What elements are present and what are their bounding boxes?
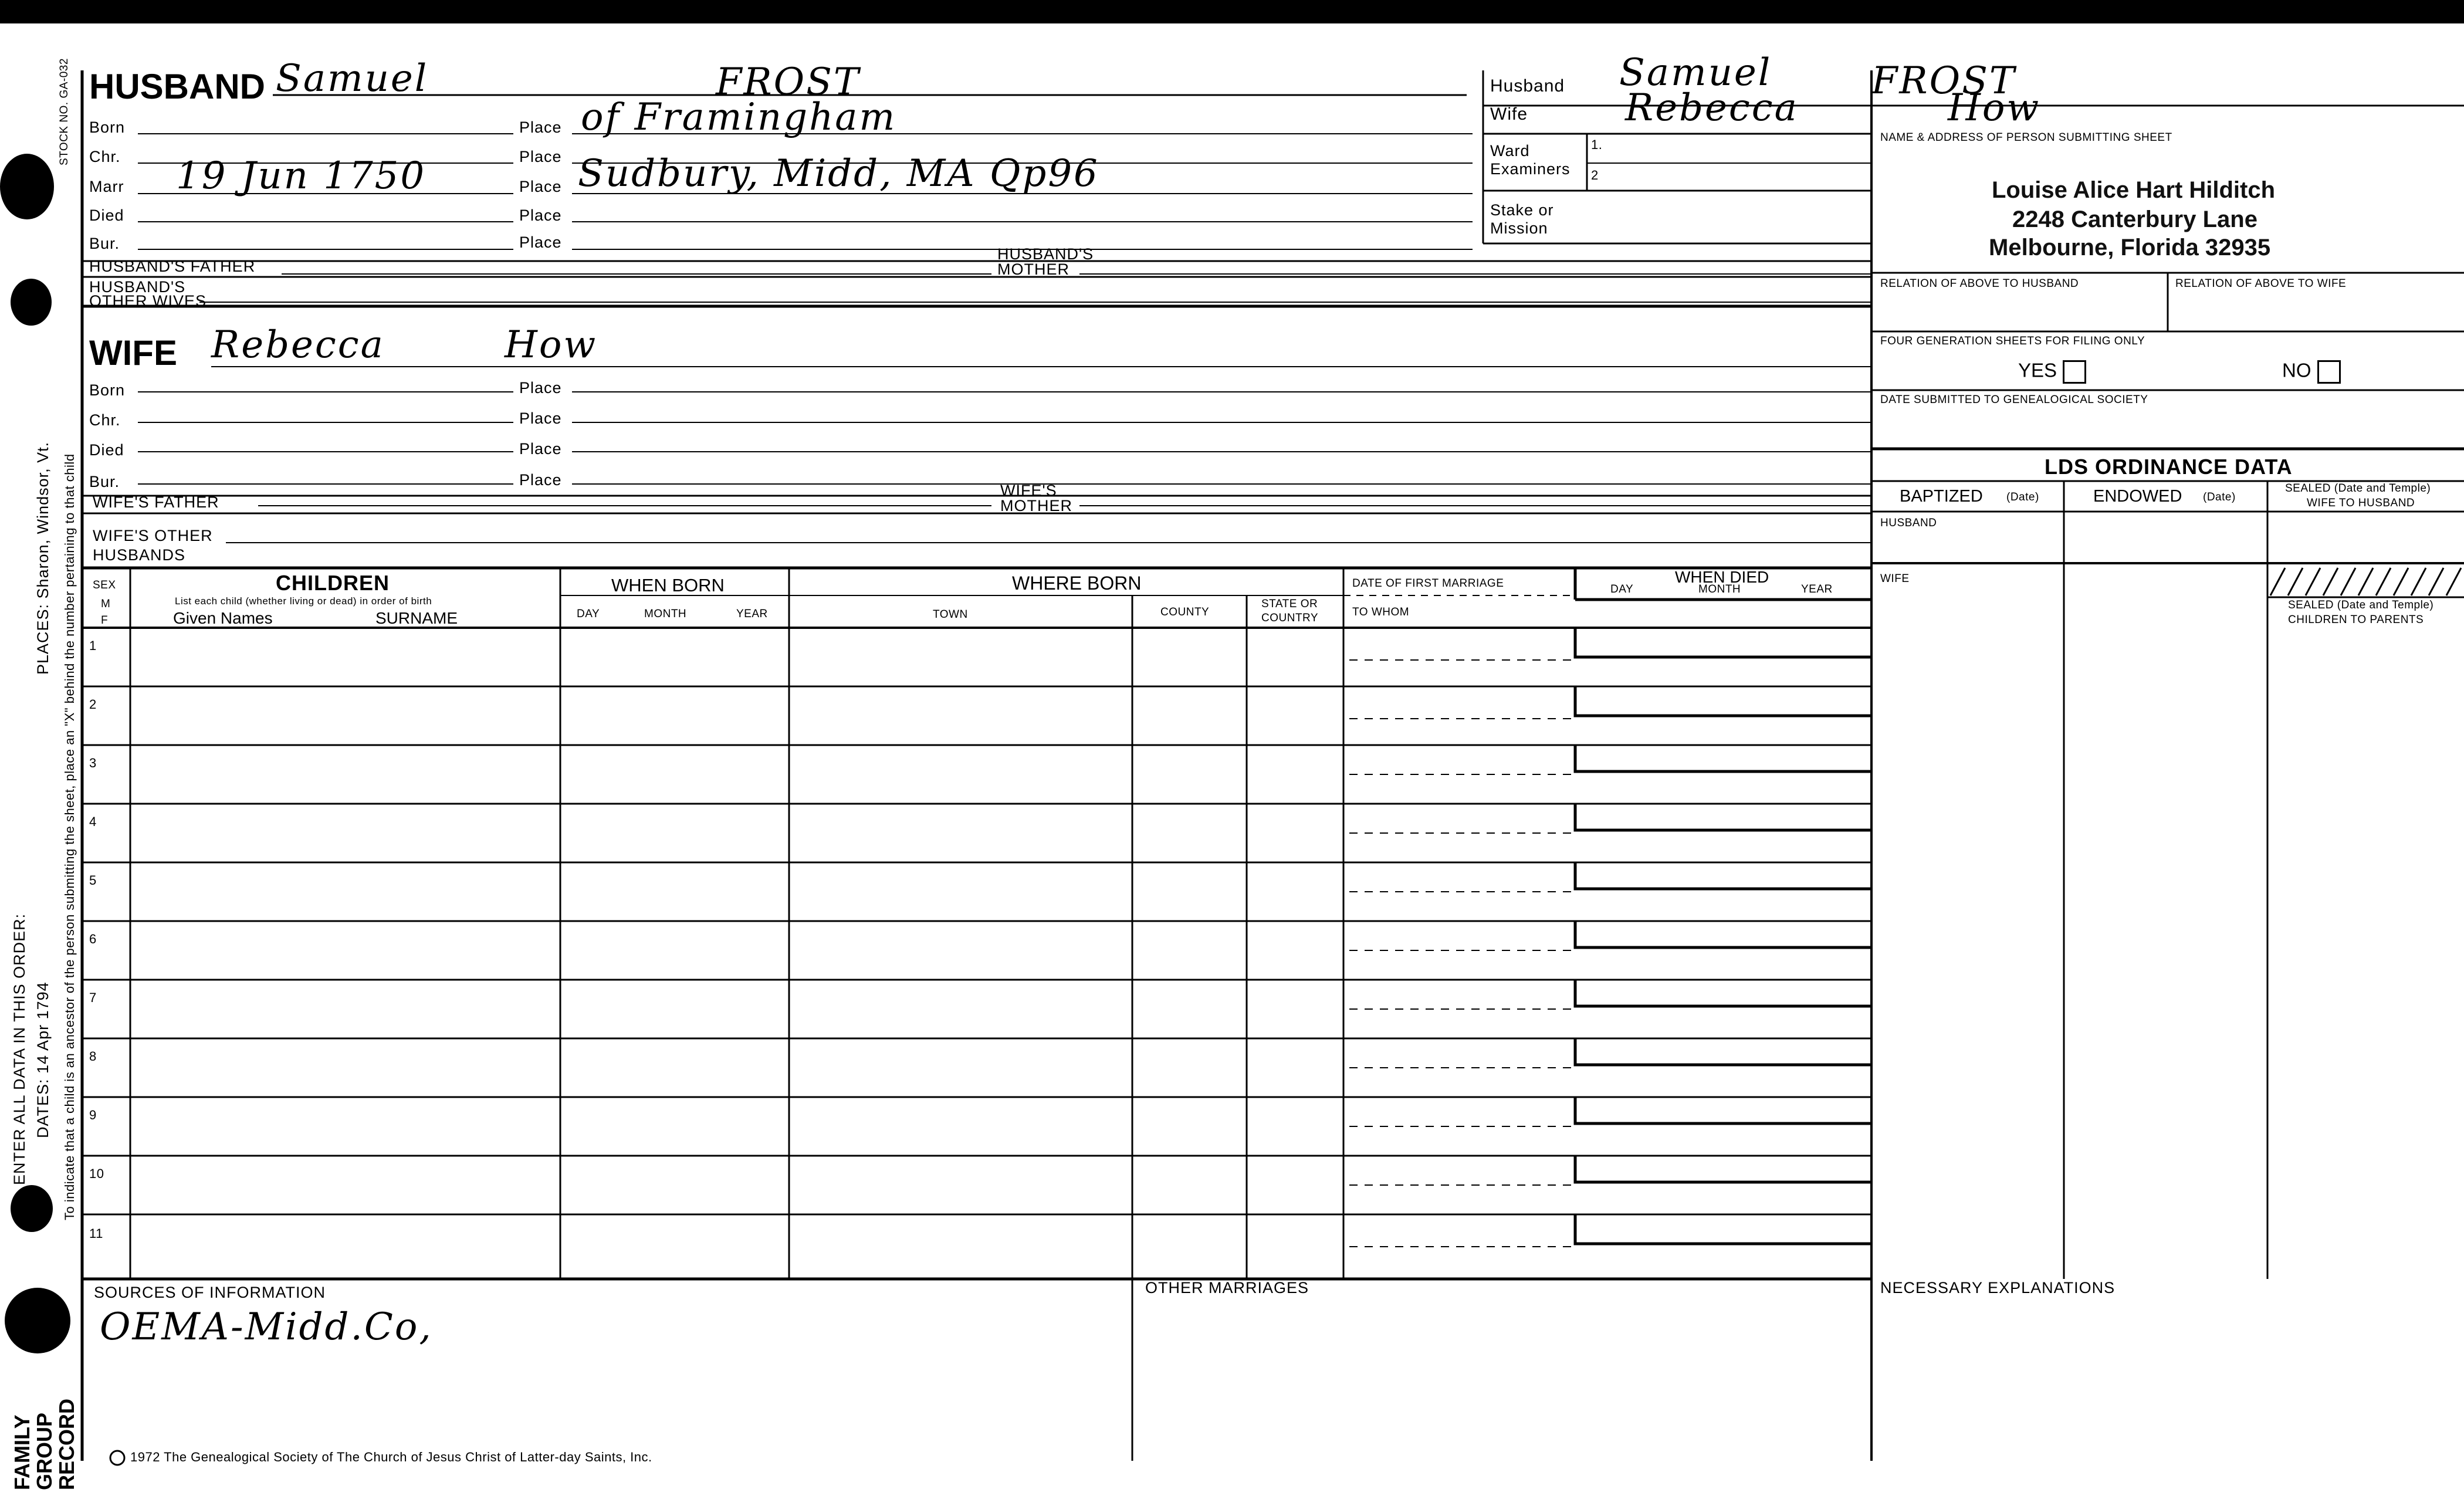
husband-born-place-label: Place bbox=[519, 119, 562, 136]
sex-label: SEX bbox=[93, 579, 116, 591]
husband-born-place[interactable]: of Framingham bbox=[581, 96, 897, 139]
husband-marr-place[interactable]: Sudbury, Midd, MA Qp96 bbox=[578, 152, 1099, 195]
husband-other-wives-label: HUSBAND'S bbox=[89, 278, 186, 296]
wife-born-place-label: Place bbox=[519, 379, 562, 397]
stock-number: STOCK NO. GA-032 bbox=[58, 58, 70, 165]
husband-chr-place-label: Place bbox=[519, 148, 562, 165]
stake-label: Stake or bbox=[1490, 201, 1554, 219]
submitter-name: Louise Alice Hart Hilditch bbox=[1992, 177, 2276, 203]
wife-other-husbands-label-2: HUSBANDS bbox=[93, 546, 186, 564]
died-month-label: MONTH bbox=[1698, 583, 1741, 595]
child-instruction-note: To indicate that a child is an ancestor of the person submitting the sheet, place an "X" behind the number pertaining to that child bbox=[62, 453, 77, 1220]
places-note: PLACES: Sharon, Windsor, Vt. bbox=[34, 441, 52, 675]
header-wife-label: Wife bbox=[1490, 104, 1528, 124]
wife-heading: WIFE bbox=[89, 333, 177, 373]
wife-surname[interactable]: How bbox=[505, 323, 598, 367]
husband-mother-label: HUSBAND'S bbox=[997, 245, 1094, 263]
state-label: STATE OR bbox=[1261, 598, 1318, 610]
husband-chr-label: Chr. bbox=[89, 148, 121, 165]
header-husband-given[interactable]: Samuel bbox=[1619, 51, 1772, 94]
husband-father-label: HUSBAND'S FATHER bbox=[89, 258, 256, 275]
lds-title: LDS ORDINANCE DATA bbox=[2045, 455, 2293, 479]
wife-given-name[interactable]: Rebecca bbox=[211, 323, 385, 367]
no-option[interactable] bbox=[2282, 360, 2341, 384]
submitter-street: 2248 Canterbury Lane bbox=[2012, 207, 2257, 232]
husband-born-label: Born bbox=[89, 119, 126, 136]
husband-other-wives-label-2: OTHER WIVES bbox=[89, 292, 207, 310]
died-day-label: DAY bbox=[1610, 583, 1634, 595]
no-label: NO bbox=[2282, 359, 2311, 381]
child-row-number: 5 bbox=[89, 873, 97, 888]
examiner-2-label: 2 bbox=[1591, 168, 1599, 182]
child-row-number: 4 bbox=[89, 814, 97, 829]
husband-surname[interactable]: FROST bbox=[716, 60, 861, 104]
sex-f-label: F bbox=[101, 614, 109, 627]
relation-wife-label: RELATION OF ABOVE TO WIFE bbox=[2175, 277, 2347, 290]
child-row-number: 8 bbox=[89, 1049, 97, 1064]
header-husband-surname[interactable]: FROST bbox=[1871, 59, 2016, 103]
state-label-2: COUNTRY bbox=[1261, 612, 1319, 624]
town-label: TOWN bbox=[933, 608, 968, 621]
child-row-number: 7 bbox=[89, 990, 97, 1005]
first-marriage-label: DATE OF FIRST MARRIAGE bbox=[1352, 577, 1504, 590]
wife-other-husbands-label: WIFE'S OTHER bbox=[93, 527, 213, 544]
form-title-record: RECORD bbox=[55, 1398, 79, 1490]
ward-label: Ward bbox=[1490, 142, 1530, 160]
wife-chr-place-label: Place bbox=[519, 409, 562, 427]
stake-label-2: Mission bbox=[1490, 219, 1548, 237]
header-wife-given[interactable]: Rebecca bbox=[1625, 86, 1799, 130]
sealed-children-label-2: CHILDREN TO PARENTS bbox=[2288, 614, 2424, 626]
other-marriages-label: OTHER MARRIAGES bbox=[1145, 1279, 1309, 1297]
sealed-wife-label: SEALED (Date and Temple) bbox=[2285, 482, 2431, 495]
sex-m-label: M bbox=[101, 598, 111, 610]
wife-died-label: Died bbox=[89, 441, 124, 459]
wife-chr-label: Chr. bbox=[89, 411, 121, 429]
lds-wife-label: WIFE bbox=[1880, 573, 1910, 585]
submitter-city: Melbourne, Florida 32935 bbox=[1989, 235, 2271, 260]
endowed-label: ENDOWED bbox=[2093, 487, 2182, 506]
died-year-label: YEAR bbox=[1801, 583, 1833, 595]
child-row-number: 11 bbox=[89, 1226, 103, 1241]
child-row-number: 2 bbox=[89, 697, 97, 712]
form-title-family: FAMILY bbox=[10, 1414, 34, 1490]
where-born-label: WHERE BORN bbox=[1012, 573, 1142, 594]
submitter-label: NAME & ADDRESS OF PERSON SUBMITTING SHEET bbox=[1880, 131, 2172, 144]
wife-bur-place-label: Place bbox=[519, 471, 562, 489]
wife-mother-label-2: MOTHER bbox=[1000, 497, 1072, 515]
husband-bur-place-label: Place bbox=[519, 233, 562, 251]
husband-given-name[interactable]: Samuel bbox=[276, 57, 429, 100]
husband-died-place-label: Place bbox=[519, 207, 562, 224]
examiner-1-label: 1. bbox=[1591, 137, 1603, 152]
child-row-number: 10 bbox=[89, 1166, 104, 1181]
husband-died-label: Died bbox=[89, 207, 124, 224]
wife-father-label: WIFE'S FATHER bbox=[93, 493, 219, 511]
when-died-label: WHEN DIED bbox=[1675, 568, 1769, 586]
children-given-label: Given Names bbox=[173, 609, 273, 627]
examiners-label: Examiners bbox=[1490, 160, 1571, 178]
children-surname-label: SURNAME bbox=[375, 609, 458, 627]
yes-checkbox[interactable] bbox=[2063, 360, 2086, 384]
wife-died-place-label: Place bbox=[519, 440, 562, 458]
husband-marr-place-label: Place bbox=[519, 178, 562, 195]
children-instruction: List each child (whether living or dead) in order of birth bbox=[175, 595, 432, 607]
date-submitted-label: DATE SUBMITTED TO GENEALOGICAL SOCIETY bbox=[1880, 394, 2148, 406]
necessary-explanations-label: NECESSARY EXPLANATIONS bbox=[1880, 1279, 2116, 1297]
enter-order-note: ENTER ALL DATA IN THIS ORDER: bbox=[11, 913, 28, 1185]
husband-bur-label: Bur. bbox=[89, 235, 120, 252]
header-husband-label: Husband bbox=[1490, 76, 1565, 96]
form-title-group: GROUP bbox=[32, 1412, 56, 1490]
endowed-date-label: (Date) bbox=[2203, 491, 2236, 503]
county-label: COUNTY bbox=[1160, 606, 1210, 618]
dates-note: DATES: 14 Apr 1794 bbox=[34, 981, 52, 1138]
child-row-number: 6 bbox=[89, 932, 97, 946]
husband-mother-label-2: MOTHER bbox=[997, 260, 1069, 278]
header-wife-surname[interactable]: How bbox=[1948, 86, 2041, 130]
sources-value[interactable]: OEMA-Midd.Co, bbox=[100, 1305, 433, 1349]
born-month-label: MONTH bbox=[644, 608, 687, 620]
sealed-children-label: SEALED (Date and Temple) bbox=[2288, 599, 2434, 611]
husband-marr-date[interactable]: 19 Jun 1750 bbox=[176, 154, 427, 198]
baptized-label: BAPTIZED bbox=[1900, 487, 1983, 506]
husband-marr-label: Marr bbox=[89, 178, 124, 195]
wife-bur-label: Bur. bbox=[89, 473, 120, 490]
baptized-date-label: (Date) bbox=[2006, 491, 2039, 503]
relation-husband-label: RELATION OF ABOVE TO HUSBAND bbox=[1880, 277, 2079, 290]
four-generation-label: FOUR GENERATION SHEETS FOR FILING ONLY bbox=[1880, 335, 2145, 347]
husband-heading: HUSBAND bbox=[89, 67, 265, 106]
wife-born-label: Born bbox=[89, 381, 126, 399]
children-title: CHILDREN bbox=[276, 571, 390, 595]
child-row-number: 9 bbox=[89, 1108, 97, 1122]
lds-husband-label: HUSBAND bbox=[1880, 517, 1937, 529]
sealed-wife-label-2: WIFE TO HUSBAND bbox=[2307, 497, 2415, 509]
born-year-label: YEAR bbox=[736, 608, 768, 620]
to-whom-label: TO WHOM bbox=[1352, 606, 1410, 618]
yes-option[interactable] bbox=[2018, 360, 2086, 384]
wife-mother-label: WIFE'S bbox=[1000, 482, 1057, 499]
yes-label: YES bbox=[2018, 359, 2057, 381]
when-born-label: WHEN BORN bbox=[611, 575, 725, 595]
born-day-label: DAY bbox=[577, 608, 600, 620]
sources-label: SOURCES OF INFORMATION bbox=[94, 1284, 326, 1301]
child-row-number: 3 bbox=[89, 756, 97, 770]
child-row-number: 1 bbox=[89, 638, 97, 653]
no-checkbox[interactable] bbox=[2317, 360, 2341, 384]
copyright-text: 1972 The Genealogical Society of The Church of Jesus Christ of Latter-day Saints, Inc. bbox=[130, 1450, 652, 1464]
